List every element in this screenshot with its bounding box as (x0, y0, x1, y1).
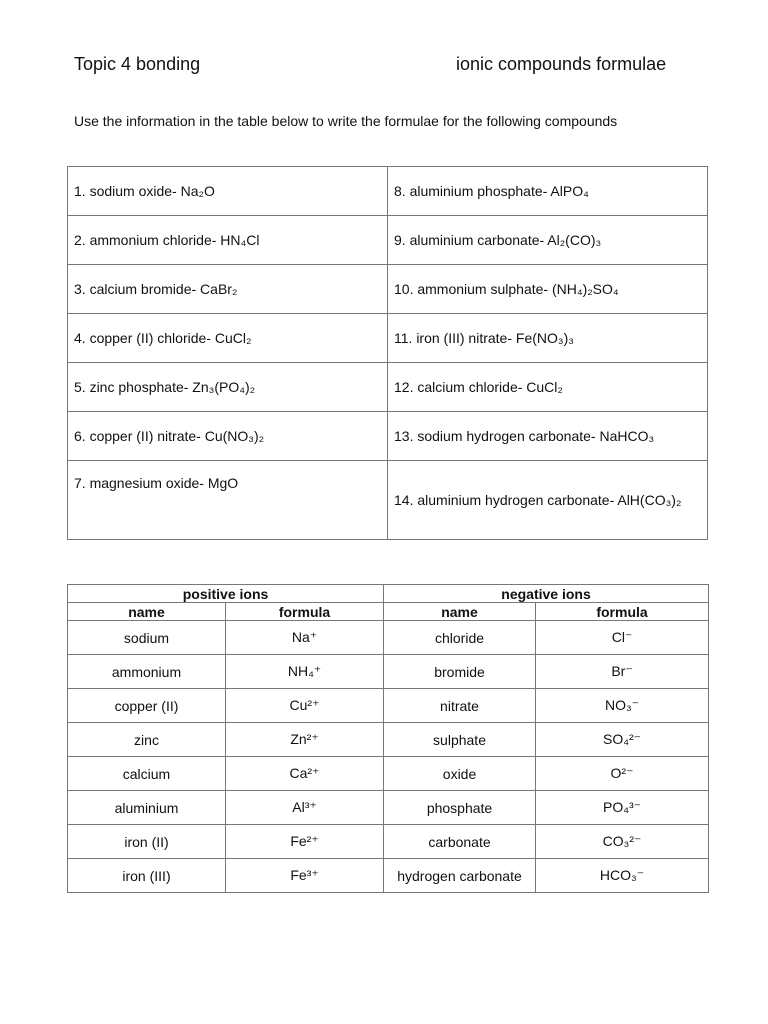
instructions-text: Use the information in the table below to write the formulae for the following compounds (74, 113, 618, 129)
ion-name: iron (II) (68, 825, 226, 859)
compound-cell: 8. aluminium phosphate- AlPO₄ (388, 167, 708, 216)
ion-name: ammonium (68, 655, 226, 689)
ion-formula: Cu²⁺ (226, 689, 384, 723)
column-header-formula: formula (536, 603, 709, 621)
table-row (68, 216, 708, 265)
table-row (68, 621, 709, 655)
ion-name: chloride (384, 621, 536, 655)
ion-name: sodium (68, 621, 226, 655)
table-row (68, 167, 708, 216)
table-row (68, 461, 708, 540)
ion-name: sulphate (384, 723, 536, 757)
compounds-table (67, 166, 708, 540)
compound-cell: 10. ammonium sulphate- (NH₄)₂SO₄ (388, 265, 708, 314)
compound-cell: 14. aluminium hydrogen carbonate- AlH(CO₃)₂ (388, 461, 708, 540)
compound-cell: 5. zinc phosphate- Zn₃(PO₄)₂ (68, 363, 388, 412)
positive-ions-header: positive ions (68, 585, 384, 603)
ion-name: phosphate (384, 791, 536, 825)
ion-name: nitrate (384, 689, 536, 723)
compound-cell: 1. sodium oxide- Na₂O (68, 167, 388, 216)
compound-cell: 4. copper (II) chloride- CuCl₂ (68, 314, 388, 363)
ion-formula: NH₄⁺ (226, 655, 384, 689)
compound-cell: 12. calcium chloride- CuCl₂ (388, 363, 708, 412)
ion-formula: Ca²⁺ (226, 757, 384, 791)
table-row (68, 655, 709, 689)
ion-formula: Zn²⁺ (226, 723, 384, 757)
table-row (68, 412, 708, 461)
ion-name: carbonate (384, 825, 536, 859)
compound-cell: 7. magnesium oxide- MgO (68, 461, 388, 540)
compound-cell: 3. calcium bromide- CaBr₂ (68, 265, 388, 314)
table-row (68, 825, 709, 859)
table-row (68, 265, 708, 314)
ion-formula: CO₃²⁻ (536, 825, 709, 859)
ions-column-header-row (68, 603, 709, 621)
ion-formula: NO₃⁻ (536, 689, 709, 723)
ion-name: iron (III) (68, 859, 226, 893)
column-header-name: name (384, 603, 536, 621)
compound-cell: 13. sodium hydrogen carbonate- NaHCO₃ (388, 412, 708, 461)
ion-name: calcium (68, 757, 226, 791)
table-row (68, 723, 709, 757)
table-row (68, 363, 708, 412)
ion-formula: Br⁻ (536, 655, 709, 689)
table-row (68, 689, 709, 723)
column-header-name: name (68, 603, 226, 621)
ion-name: aluminium (68, 791, 226, 825)
ion-name: oxide (384, 757, 536, 791)
ion-formula: Fe³⁺ (226, 859, 384, 893)
ion-name: hydrogen carbonate (384, 859, 536, 893)
ion-name: bromide (384, 655, 536, 689)
compound-cell: 11. iron (III) nitrate- Fe(NO₃)₃ (388, 314, 708, 363)
ion-formula: PO₄³⁻ (536, 791, 709, 825)
ions-group-header-row (68, 585, 709, 603)
ions-table (67, 584, 709, 893)
ion-name: zinc (68, 723, 226, 757)
column-header-formula: formula (226, 603, 384, 621)
ion-formula: Fe²⁺ (226, 825, 384, 859)
ion-formula: Al³⁺ (226, 791, 384, 825)
table-row (68, 757, 709, 791)
table-row (68, 859, 709, 893)
ion-formula: SO₄²⁻ (536, 723, 709, 757)
ion-formula: HCO₃⁻ (536, 859, 709, 893)
compound-cell: 2. ammonium chloride- HN₄Cl (68, 216, 388, 265)
ion-name: copper (II) (68, 689, 226, 723)
page-subtitle: ionic compounds formulae (456, 54, 667, 74)
table-row (68, 314, 708, 363)
ion-formula: Cl⁻ (536, 621, 709, 655)
page-title: Topic 4 bonding (74, 54, 201, 74)
ion-formula: O²⁻ (536, 757, 709, 791)
compound-cell: 9. aluminium carbonate- Al₂(CO)₃ (388, 216, 708, 265)
compound-cell: 6. copper (II) nitrate- Cu(NO₃)₂ (68, 412, 388, 461)
ion-formula: Na⁺ (226, 621, 384, 655)
negative-ions-header: negative ions (384, 585, 709, 603)
table-row (68, 791, 709, 825)
